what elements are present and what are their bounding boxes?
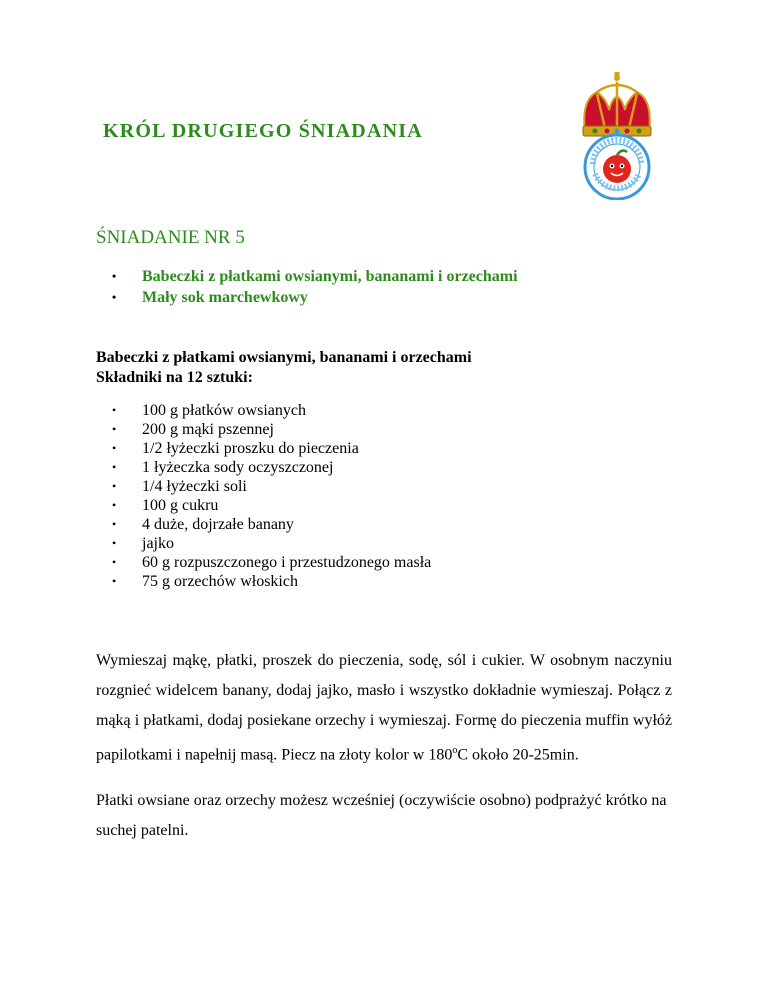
health-school-badge-icon bbox=[585, 135, 649, 199]
list-item: • Mały sok marchewkowy bbox=[112, 287, 518, 308]
crown-apple-logo bbox=[567, 70, 667, 200]
list-item: • 1/4 łyżeczki soli bbox=[112, 477, 431, 496]
degree-mark: o bbox=[452, 745, 458, 756]
recipe-name: Babeczki z płatkami owsianymi, bananami i orzechami bbox=[96, 349, 472, 366]
list-item: • jajko bbox=[112, 534, 431, 553]
list-item: • 200 g mąki pszennej bbox=[112, 420, 431, 439]
ingredients-list bbox=[112, 401, 431, 591]
list-item: • Babeczki z płatkami owsianymi, bananami i orzechami bbox=[112, 266, 518, 287]
breakfast-menu-list bbox=[112, 266, 518, 308]
list-item: • 100 g cukru bbox=[112, 496, 431, 515]
list-item: • 100 g płatków owsianych bbox=[112, 401, 431, 420]
instructions-text-end: C około 20-25min. bbox=[457, 746, 579, 764]
list-item: • 1 łyżeczka sody oczyszczonej bbox=[112, 458, 431, 477]
recipe-servings: Składniki na 12 sztuki: bbox=[96, 369, 253, 386]
crown-icon bbox=[583, 72, 651, 136]
instructions-paragraph bbox=[96, 646, 672, 770]
page-header-title: KRÓL DRUGIEGO ŚNIADANIA bbox=[103, 120, 423, 142]
instructions-text: Wymieszaj mąkę, płatki, proszek do pieczenia, sodę, sól i cukier. W osobnym naczyniu rozgnieć widelcem banany, dodaj jajko, masło i wszystko dokładnie wymieszaj. Połącz z mąką i płatkami, dodaj posiekane orzechy i wymieszaj. Formę do pieczenia muffin wyłóż papilotkami i napełnij masą. Piecz na złoty kolor w 180 bbox=[96, 652, 672, 764]
list-item: • 4 duże, dojrzałe banany bbox=[112, 515, 431, 534]
list-item: • 60 g rozpuszczonego i przestudzonego masła bbox=[112, 553, 431, 572]
breakfast-title: ŚNIADANIE NR 5 bbox=[96, 227, 245, 248]
recipe-heading bbox=[96, 348, 472, 388]
list-item: • 75 g orzechów włoskich bbox=[112, 572, 431, 591]
list-item: • 1/2 łyżeczki proszku do pieczenia bbox=[112, 439, 431, 458]
tip-paragraph: Płatki owsiane oraz orzechy możesz wcześniej (oczywiście osobno) podprażyć krótko na suchej patelni. bbox=[96, 792, 667, 839]
